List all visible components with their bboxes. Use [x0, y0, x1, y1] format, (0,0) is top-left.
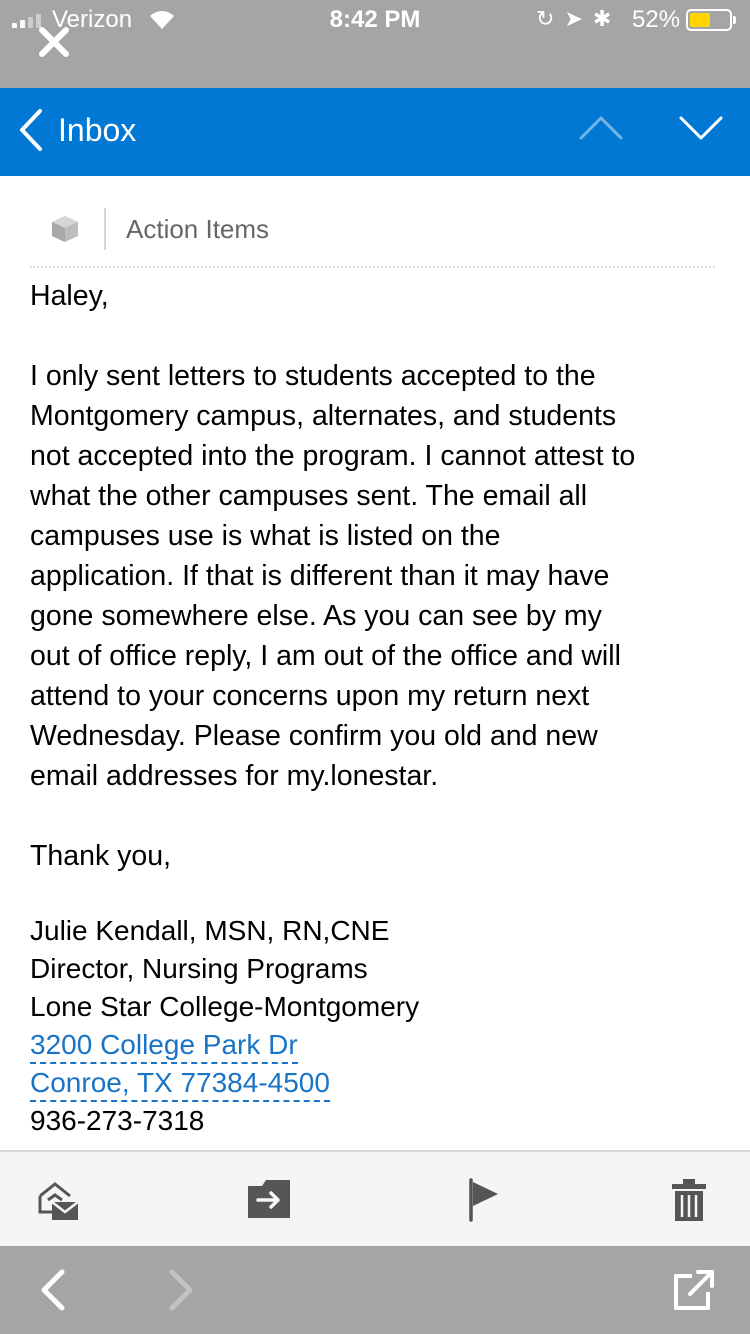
email-greeting: Haley,: [30, 280, 109, 312]
email-paragraph: I only sent letters to students accepted to the Montgomery campus, alternates, and students not accepted into the program. I cannot attest to what the other campuses sent. The email all campuses use is what is listed on the application. If that is different than it may have gone somewhere else. As you can see by my out of office reply, I am out of the office and will attend to your concerns upon my return next Wednesday. Please confirm you old and new email addresses for my.lonestar.: [30, 360, 636, 792]
back-label: Inbox: [58, 111, 137, 148]
rotation-lock-icon: ↻: [536, 6, 555, 31]
signature-name: Julie Kendall, MSN, RN,CNE: [30, 915, 390, 946]
address-link-line2[interactable]: Conroe, TX 77384-4500: [30, 1066, 330, 1102]
status-time: 8:42 PM: [329, 6, 421, 33]
action-toolbar: [0, 1150, 750, 1246]
email-signature: [30, 912, 730, 1140]
signature-title: Director, Nursing Programs: [30, 953, 368, 984]
flag-icon[interactable]: [468, 1178, 502, 1222]
chevron-left-icon: [18, 108, 44, 152]
signature-phone[interactable]: 936-273-7318: [30, 1105, 205, 1136]
folder-tag-icon: [50, 214, 80, 244]
carrier-name: Verizon: [52, 6, 133, 33]
back-arrow-icon[interactable]: [38, 1268, 68, 1312]
battery-icon: [686, 9, 732, 31]
move-icon[interactable]: [246, 1178, 292, 1220]
close-icon[interactable]: [38, 26, 70, 58]
email-body: [30, 276, 730, 1140]
folder-row[interactable]: [30, 204, 715, 268]
nav-bar: [0, 88, 750, 176]
forward-arrow-icon[interactable]: [166, 1268, 196, 1312]
location-icon: ➤: [564, 6, 583, 31]
chevron-up-icon[interactable]: [578, 114, 624, 142]
mark-read-icon[interactable]: [36, 1178, 82, 1222]
email-closing: Thank you,: [30, 840, 171, 872]
battery-percent: 52%: [632, 6, 681, 33]
chevron-down-icon[interactable]: [678, 114, 724, 142]
trash-icon[interactable]: [670, 1178, 708, 1222]
battery-level: [690, 13, 710, 27]
share-icon[interactable]: [672, 1268, 718, 1312]
signature-organization: Lone Star College-Montgomery: [30, 991, 420, 1022]
bluetooth-icon: ✱: [592, 6, 612, 31]
status-bar: [0, 0, 750, 88]
browser-bottom-bar: [0, 1246, 750, 1334]
address-link-line1[interactable]: 3200 College Park Dr: [30, 1028, 298, 1064]
folder-divider: [104, 208, 106, 250]
folder-label: Action Items: [126, 214, 270, 244]
back-to-inbox-button[interactable]: [18, 108, 136, 152]
